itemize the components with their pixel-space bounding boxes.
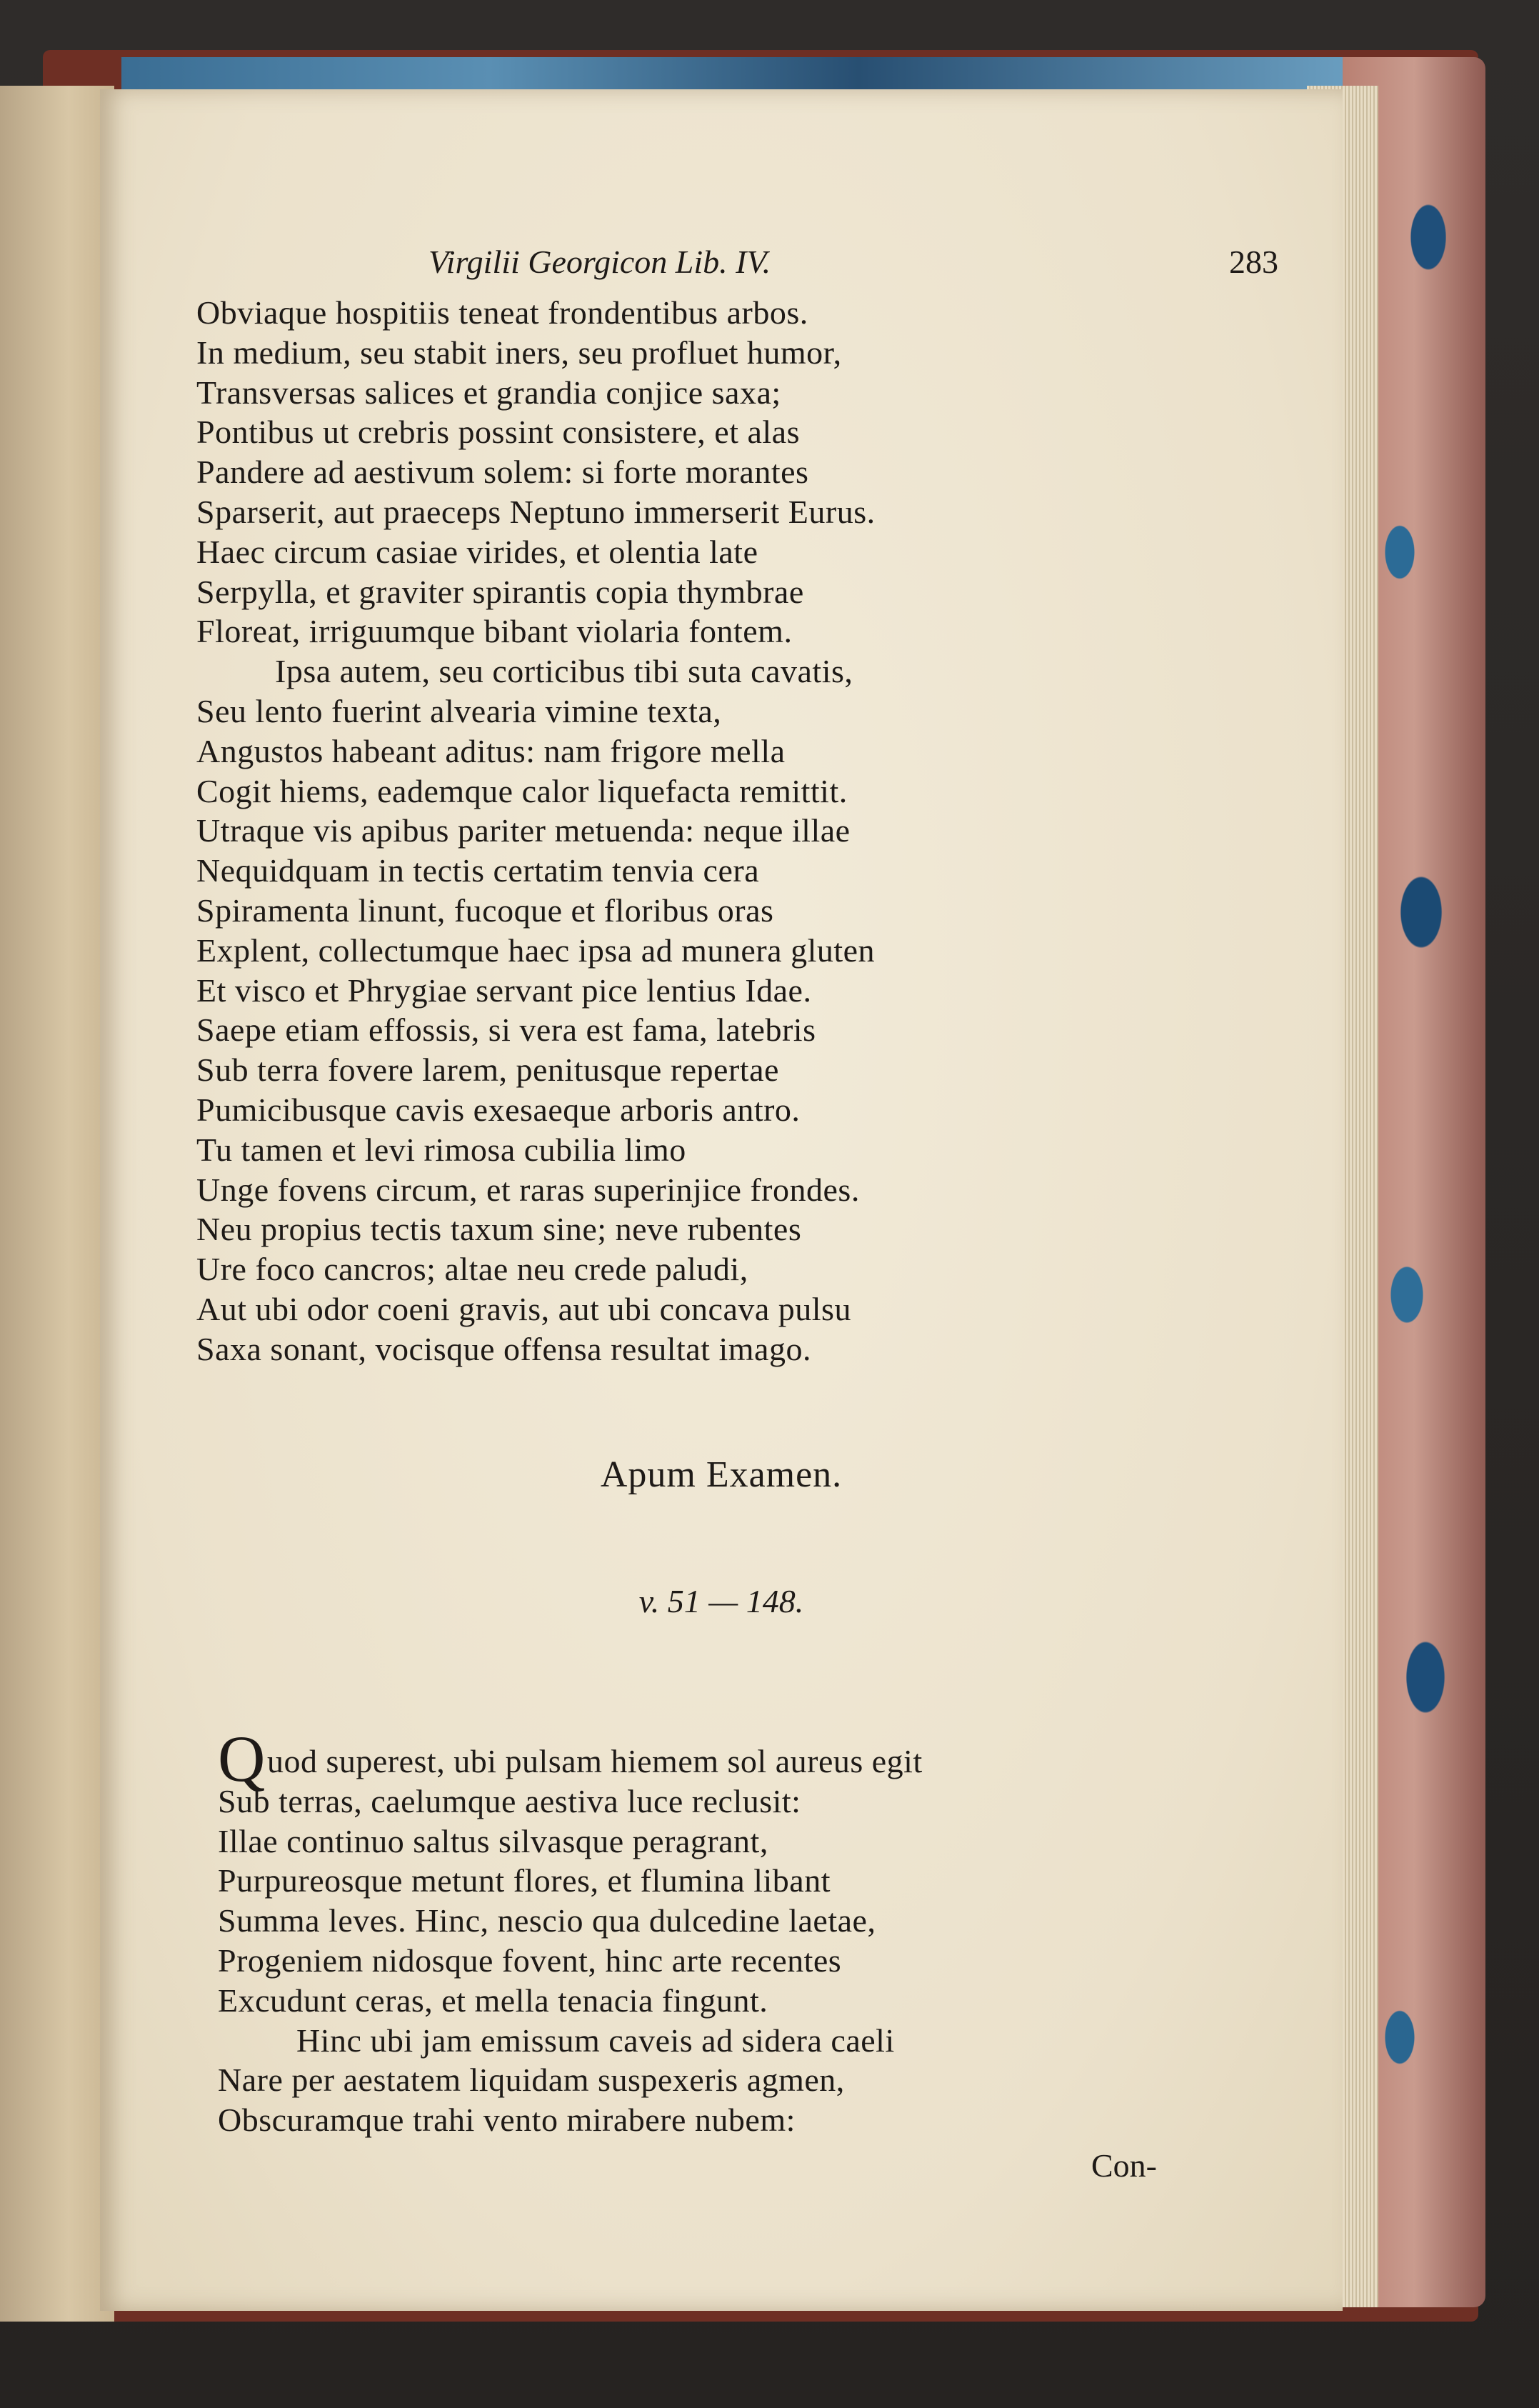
verse-line: Saepe etiam effossis, si vera est fama, latebris — [196, 1011, 816, 1049]
verse-line: Illae continuo saltus silvasque peragrant, — [218, 1822, 768, 1859]
running-title: Virgilii Georgicon Lib. IV. — [428, 244, 771, 280]
verse-reference: v. 51 — 148. — [638, 1583, 804, 1619]
verse-line: Transversas salices et grandia conjice saxa; — [196, 374, 781, 411]
verse-line: Ure foco cancros; altae neu crede paludi, — [196, 1251, 748, 1288]
page-number: 283 — [1229, 244, 1278, 280]
verse-line: Angustos habeant aditus: nam frigore mella — [196, 732, 786, 769]
verse-line: Nequidquam in tectis certatim tenvia cera — [196, 852, 760, 889]
verse-line: Obscuramque trahi vento mirabere nubem: — [218, 2102, 796, 2139]
verse-line: Floreat, irriguumque bibant violaria fontem. — [196, 613, 793, 650]
verse-line-first — [218, 1722, 1253, 1795]
verse-block-2 — [218, 1722, 1253, 2140]
page-header — [428, 243, 1278, 293]
verse-line: Cogit hiems, eademque calor liquefacta remittit. — [196, 772, 848, 809]
verse-line: Progeniem nidosque fovent, hinc arte recentes — [218, 1942, 842, 1979]
verse-line: Nare per aestatem liquidam suspexeris agmen, — [218, 2062, 845, 2099]
verse-line-first-text: uod superest, ubi pulsam hiemem sol aureus egit — [266, 1743, 923, 1779]
verse-line: Summa leves. Hinc, nescio qua dulcedine laetae, — [218, 1902, 876, 1939]
verse-line: Ipsa autem, seu corticibus tibi suta cavatis, — [275, 653, 853, 690]
verse-line: In medium, seu stabit iners, seu profluet humor, — [196, 334, 842, 371]
verse-line: Explent, collectumque haec ipsa ad munera gluten — [196, 931, 876, 969]
verse-line: Sub terra fovere larem, penitusque repertae — [196, 1051, 779, 1089]
verse-line: Pumicibusque cavis exesaeque arboris antro. — [196, 1091, 801, 1128]
verse-line: Utraque vis apibus pariter metuenda: neque illae — [196, 812, 851, 849]
verse-line: Tu tamen et levi rimosa cubilia limo — [196, 1131, 686, 1168]
catchword: Con- — [1091, 2147, 1157, 2184]
drop-cap: Q — [218, 1722, 266, 1795]
section-title: Apum Examen. — [600, 1454, 843, 1495]
verse-block-1 — [196, 293, 1232, 1369]
verse-line: Hinc ubi jam emissum caveis ad sidera caeli — [296, 2022, 895, 2059]
verse-line: Aut ubi odor coeni gravis, aut ubi concava pulsu — [196, 1290, 851, 1327]
verse-line: Neu propius tectis taxum sine; neve rubentes — [196, 1211, 802, 1248]
verse-line: Seu lento fuerint alvearia vimine texta, — [196, 692, 722, 729]
facing-page-edge — [0, 86, 114, 2322]
verse-line: Pandere ad aestivum solem: si forte morantes — [196, 454, 809, 491]
verse-line: Sub terras, caelumque aestiva luce reclusit: — [218, 1782, 801, 1819]
verse-line: Haec circum casiae virides, et olentia late — [196, 533, 758, 570]
verse-line: Unge fovens circum, et raras superinjice frondes. — [196, 1171, 860, 1208]
verse-line: Obviaque hospitiis teneat frondentibus arbos. — [196, 294, 808, 331]
verse-line: Spiramenta linunt, fucoque et floribus oras — [196, 891, 774, 929]
verse-line: Serpylla, et graviter spirantis copia thymbrae — [196, 573, 804, 610]
verse-line: Pontibus ut crebris possint consistere, et alas — [196, 414, 800, 451]
verse-line: Excudunt ceras, et mella tenacia fingunt. — [218, 1982, 768, 2019]
book-page — [100, 89, 1343, 2311]
verse-line: Sparserit, aut praeceps Neptuno immerserit Eurus. — [196, 493, 876, 530]
verse-line: Purpureosque metunt flores, et flumina libant — [218, 1862, 831, 1899]
verse-line: Saxa sonant, vocisque offensa resultat imago. — [196, 1330, 811, 1367]
verse-line: Et visco et Phrygiae servant pice lentius Idae. — [196, 971, 812, 1009]
